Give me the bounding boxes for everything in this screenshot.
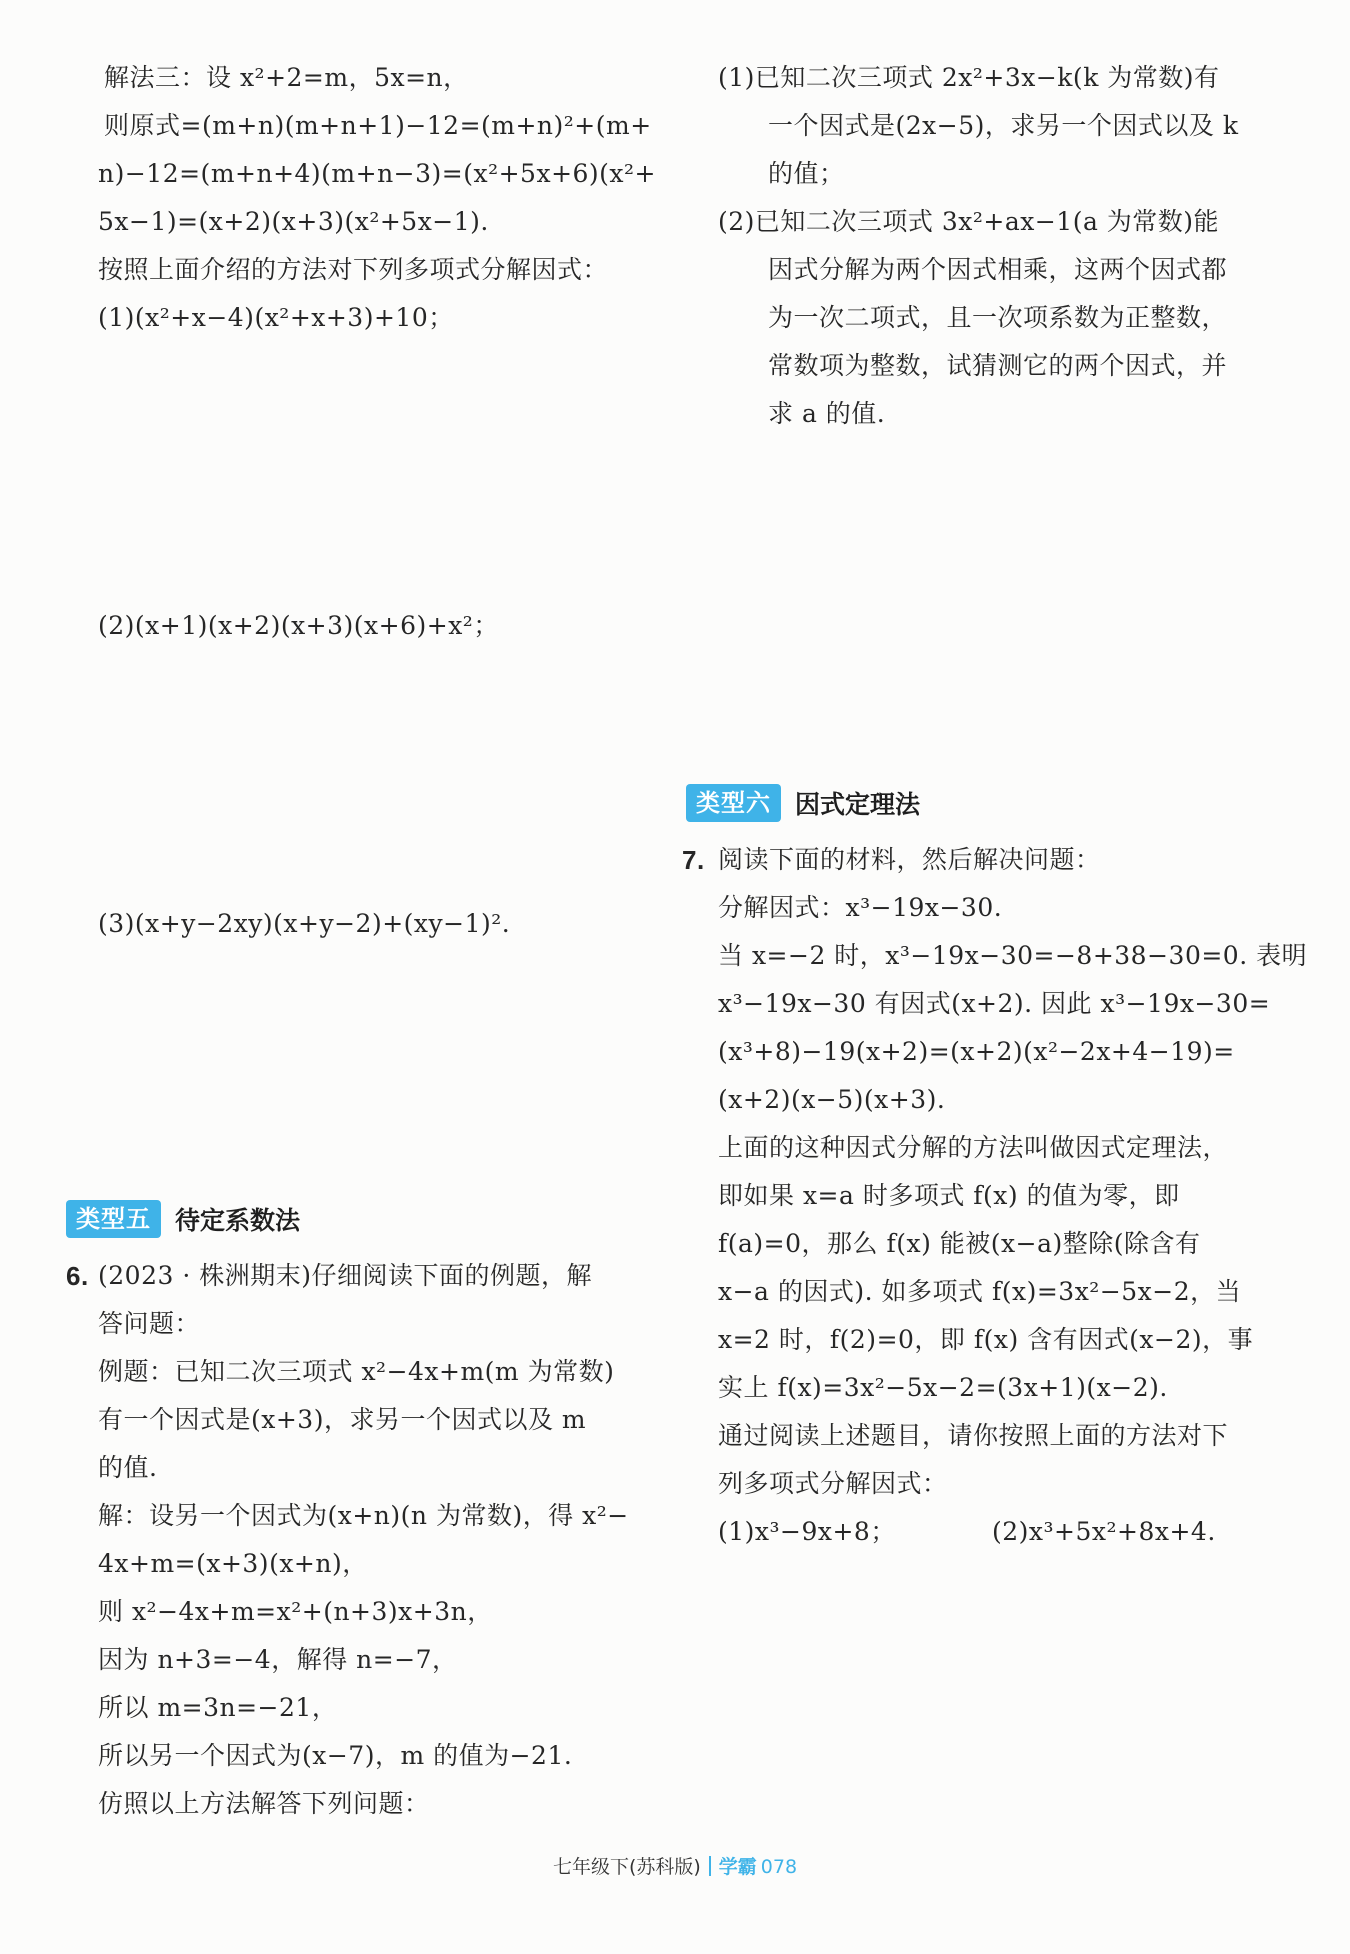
question-6-part-1: (1)已知二次三项式 2x²+3x−k(k 为常数)有: [718, 63, 1220, 92]
section-title: 待定系数法: [175, 1206, 301, 1235]
text-line: 解法三：设 x²+2=m，5x=n，: [104, 63, 469, 92]
footer-separator: [709, 1856, 711, 1876]
text-line: 5x−1)=(x+2)(x+3)(x²+5x−1).: [98, 207, 489, 236]
question-part-1: (1)(x²+x−4)(x²+x+3)+10；: [98, 303, 454, 332]
question-number: 6.: [66, 1261, 89, 1291]
text-line: 答问题：: [98, 1309, 201, 1338]
text-line: 一个因式是(2x−5)，求另一个因式以及 k: [768, 111, 1239, 140]
text-line: 则原式=(m+n)(m+n+1)−12=(m+n)²+(m+: [104, 111, 652, 140]
text-line: 通过阅读上述题目，请你按照上面的方法对下: [718, 1421, 1229, 1450]
text-line: 常数项为整数，试猜测它的两个因式，并: [768, 351, 1228, 380]
question-7-text: 阅读下面的材料，然后解决问题：: [718, 845, 1101, 874]
question-number: 7.: [682, 845, 705, 875]
text-line: 解：设另一个因式为(x+n)(n 为常数)，得 x²−: [98, 1501, 629, 1530]
text-line: 实上 f(x)=3x²−5x−2=(3x+1)(x−2).: [718, 1373, 1168, 1402]
text-line: x−a 的因式). 如多项式 f(x)=3x²−5x−2，当: [718, 1277, 1242, 1306]
text-line: 分解因式：x³−19x−30.: [718, 893, 1003, 922]
page-number: 078: [760, 1856, 798, 1878]
question-6-part-2: (2)已知二次三项式 3x²+ax−1(a 为常数)能: [718, 207, 1220, 236]
text-line: 所以另一个因式为(x−7)，m 的值为−21.: [98, 1741, 573, 1770]
text-line: 的值；: [768, 159, 845, 188]
text-line: 求 a 的值.: [768, 399, 886, 428]
section-header-type5: [66, 1198, 300, 1240]
section-header-type6: [686, 782, 920, 824]
text-line: 按照上面介绍的方法对下列多项式分解因式：: [98, 255, 609, 284]
text-line: f(a)=0，那么 f(x) 能被(x−a)整除(除含有: [718, 1229, 1201, 1258]
text-line: (x+2)(x−5)(x+3).: [718, 1085, 946, 1114]
text-line: x=2 时，f(2)=0，即 f(x) 含有因式(x−2)，事: [718, 1325, 1254, 1354]
question-7-part-2: (2)x³+5x²+8x+4.: [992, 1517, 1216, 1546]
text-line: 仿照以上方法解答下列问题：: [98, 1789, 430, 1818]
text-line: 4x+m=(x+3)(x+n)，: [98, 1549, 368, 1578]
section-title: 因式定理法: [795, 790, 921, 819]
text-line: 例题：已知二次三项式 x²−4x+m(m 为常数): [98, 1357, 615, 1386]
section-badge: 类型六: [686, 784, 781, 822]
question-part-2: (2)(x+1)(x+2)(x+3)(x+6)+x²；: [98, 611, 499, 640]
text-line: 当 x=−2 时，x³−19x−30=−8+38−30=0. 表明: [718, 941, 1308, 970]
text-line: 即如果 x=a 时多项式 f(x) 的值为零，即: [718, 1181, 1180, 1210]
text-line: 有一个因式是(x+3)，求另一个因式以及 m: [98, 1405, 587, 1434]
question-part-3: (3)(x+y−2xy)(x+y−2)+(xy−1)².: [98, 909, 511, 938]
footer-grade: 七年级下(苏科版): [552, 1856, 701, 1878]
text-line: 的值.: [98, 1453, 158, 1482]
text-line: 上面的这种因式分解的方法叫做因式定理法，: [718, 1133, 1229, 1162]
text-line: 则 x²−4x+m=x²+(n+3)x+3n，: [98, 1597, 493, 1626]
question-6-text: (2023 · 株洲期末)仔细阅读下面的例题，解: [98, 1261, 592, 1290]
text-line: n)−12=(m+n+4)(m+n−3)=(x²+5x+6)(x²+: [98, 159, 656, 188]
text-line: 列多项式分解因式：: [718, 1469, 948, 1498]
text-line: (x³+8)−19(x+2)=(x+2)(x²−2x+4−19)=: [718, 1037, 1235, 1066]
footer-brand: 学霸: [718, 1856, 757, 1878]
page-footer: [0, 1852, 1350, 1879]
text-line: 所以 m=3n=−21，: [98, 1693, 338, 1722]
text-line: x³−19x−30 有因式(x+2). 因此 x³−19x−30=: [718, 989, 1271, 1018]
question-7-part-1: (1)x³−9x+8；: [718, 1517, 896, 1546]
text-line: 为一次二项式，且一次项系数为正整数，: [768, 303, 1228, 332]
section-badge: 类型五: [66, 1200, 161, 1238]
text-line: 因式分解为两个因式相乘，这两个因式都: [768, 255, 1228, 284]
text-line: 因为 n+3=−4，解得 n=−7，: [98, 1645, 458, 1674]
